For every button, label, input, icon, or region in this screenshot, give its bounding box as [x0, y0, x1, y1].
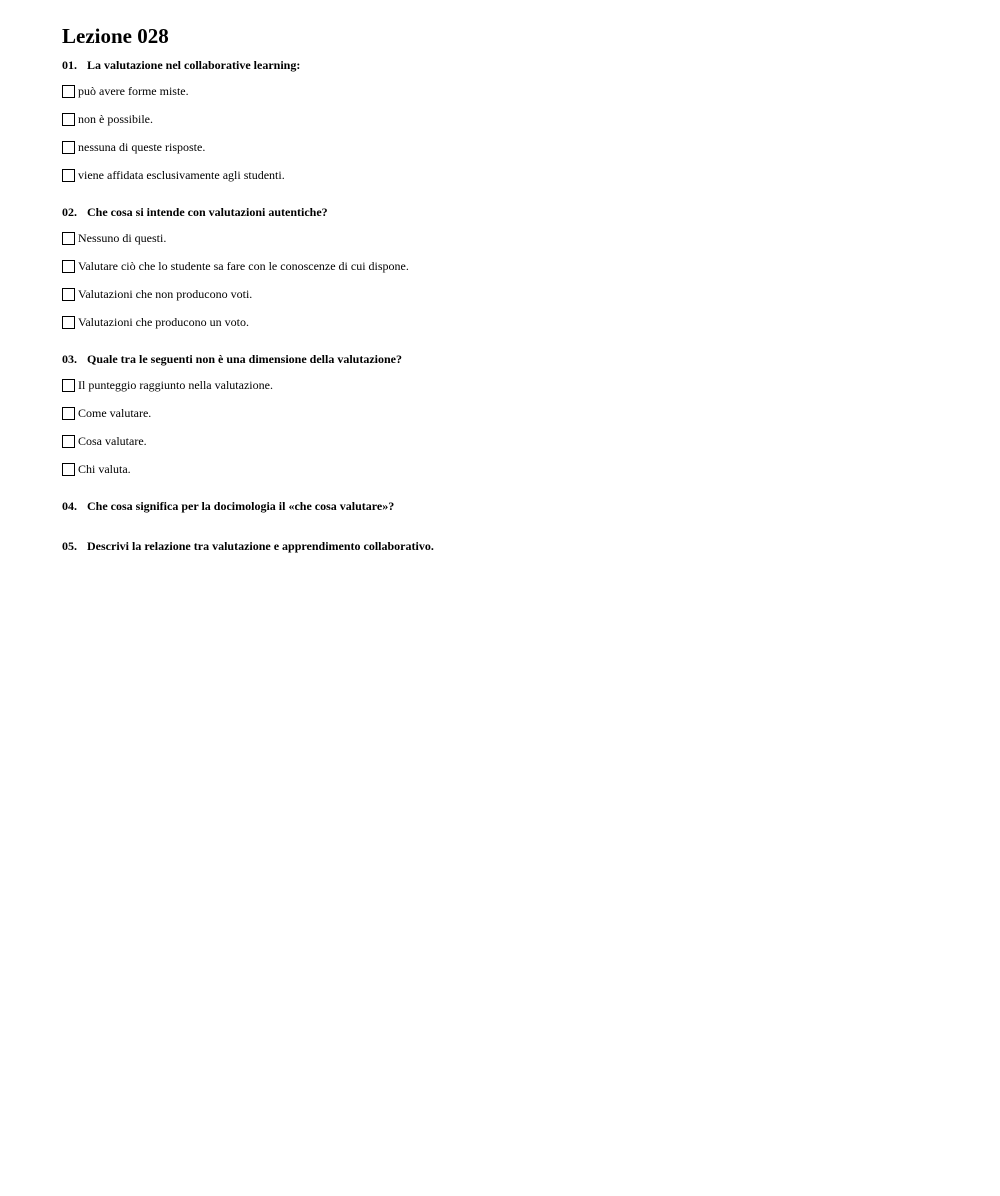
answer-checkbox[interactable] [62, 169, 75, 182]
question-text: Quale tra le seguenti non è una dimensione della valutazione? [87, 352, 403, 366]
answer-checkbox[interactable] [62, 407, 75, 420]
answer-checkbox[interactable] [62, 379, 75, 392]
answer-checkbox[interactable] [62, 316, 75, 329]
answer-option[interactable] [62, 224, 962, 252]
answer-label: Valutazioni che producono un voto. [78, 315, 249, 329]
answer-option[interactable] [62, 105, 962, 133]
question-heading [62, 352, 962, 366]
answer-checkbox[interactable] [62, 260, 75, 273]
answer-label: viene affidata esclusivamente agli studenti. [78, 168, 285, 182]
answer-option[interactable] [62, 77, 962, 105]
answer-option[interactable] [62, 161, 962, 189]
question-heading [62, 205, 962, 219]
answer-label: Chi valuta. [78, 462, 131, 476]
question-number: 01. [62, 58, 77, 72]
answer-label: Il punteggio raggiunto nella valutazione. [78, 378, 273, 392]
answer-option[interactable] [62, 399, 962, 427]
answer-checkbox[interactable] [62, 85, 75, 98]
answer-label: Cosa valutare. [78, 434, 147, 448]
question-number: 02. [62, 205, 77, 219]
page-title: Lezione 028 [62, 24, 169, 48]
question-heading [62, 499, 962, 513]
answer-label: non è possibile. [78, 112, 153, 126]
answer-label: può avere forme miste. [78, 84, 189, 98]
answer-option[interactable] [62, 308, 962, 336]
answer-label: Nessuno di questi. [78, 231, 167, 245]
question-05 [62, 539, 962, 553]
question-number: 04. [62, 499, 77, 513]
answer-checkbox[interactable] [62, 113, 75, 126]
answer-label: Come valutare. [78, 406, 152, 420]
question-text: La valutazione nel collaborative learning: [87, 58, 301, 72]
question-02 [62, 205, 962, 336]
answer-option[interactable] [62, 371, 962, 399]
answer-option[interactable] [62, 455, 962, 483]
answer-checkbox[interactable] [62, 435, 75, 448]
answer-option[interactable] [62, 427, 962, 455]
question-heading [62, 539, 962, 553]
question-03 [62, 352, 962, 483]
question-text: Descrivi la relazione tra valutazione e apprendimento collaborativo. [87, 539, 434, 553]
answer-checkbox[interactable] [62, 141, 75, 154]
answer-option[interactable] [62, 133, 962, 161]
answer-label: Valutare ciò che lo studente sa fare con le conoscenze di cui dispone. [78, 259, 409, 273]
question-text: Che cosa si intende con valutazioni autentiche? [87, 205, 328, 219]
answer-label: nessuna di queste risposte. [78, 140, 206, 154]
question-number: 03. [62, 352, 77, 366]
answer-option[interactable] [62, 280, 962, 308]
question-text: Che cosa significa per la docimologia il «che cosa valutare»? [87, 499, 395, 513]
answer-option[interactable] [62, 252, 962, 280]
answer-checkbox[interactable] [62, 288, 75, 301]
question-number: 05. [62, 539, 77, 553]
answer-checkbox[interactable] [62, 463, 75, 476]
answer-label: Valutazioni che non producono voti. [78, 287, 253, 301]
question-04 [62, 499, 962, 513]
question-01 [62, 58, 962, 189]
quiz-page [62, 24, 962, 579]
answer-checkbox[interactable] [62, 232, 75, 245]
question-heading [62, 58, 962, 72]
